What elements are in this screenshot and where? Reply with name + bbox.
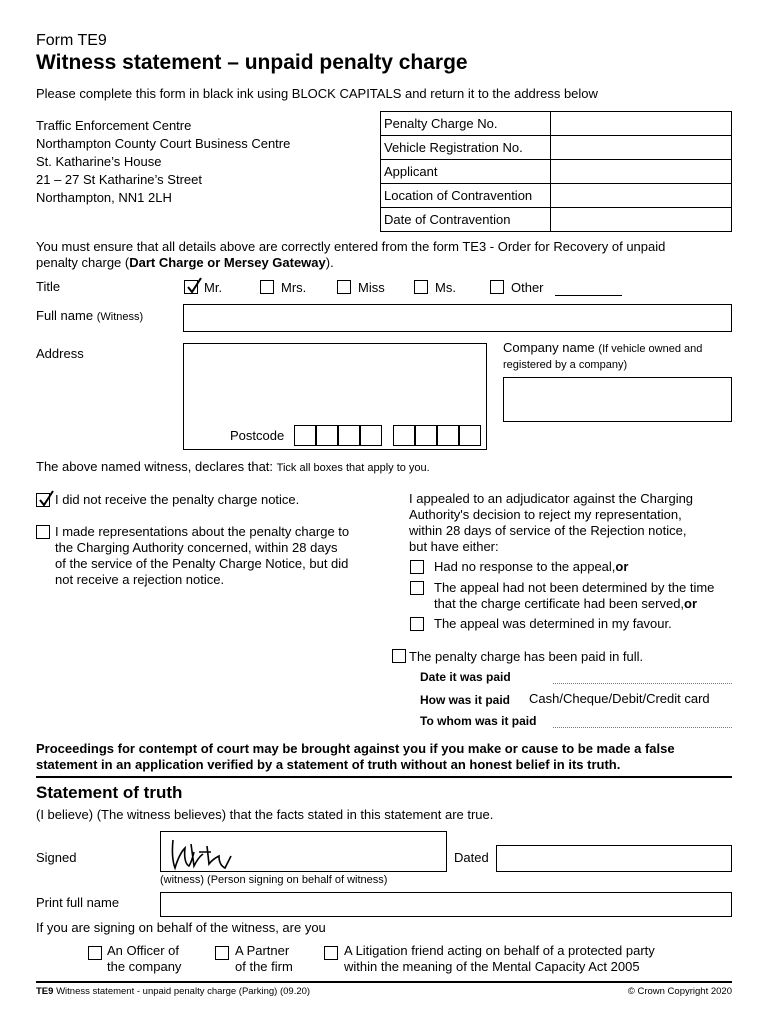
representations-text: I made representations about the penalty charge to the Charging Authority concerned, within 28 days of the service of the Penalty Charge Notice, but did not receive a rejection notice. — [55, 524, 350, 587]
signed-caption: (witness) (Person signing on behalf of witness) — [160, 874, 388, 886]
checkmark-icon — [186, 277, 202, 295]
address-line: Traffic Enforcement Centre — [36, 118, 192, 133]
postcode-cell[interactable] — [393, 425, 415, 446]
instructions: Please complete this form in black ink using BLOCK CAPITALS and return it to the address below — [36, 86, 598, 101]
officer-label: An Officer of the company — [107, 943, 182, 974]
paid-how-value: Cash/Cheque/Debit/Credit card — [529, 691, 710, 706]
company-label: Company name (If vehicle owned and registered by a company) — [503, 340, 703, 371]
vehicle-registration-field[interactable] — [551, 136, 732, 160]
paid-whom-line — [553, 727, 732, 728]
title-mr-label: Mr. — [204, 280, 223, 295]
postcode-cell[interactable] — [294, 425, 316, 446]
dated-label: Dated — [454, 850, 489, 865]
postcode-cell[interactable] — [437, 425, 459, 446]
appealed-text: I appealed to an adjudicator against the Charging Authority's decision to reject my representation, within 28 days of service of the Rejection notice, but have either: — [409, 491, 694, 554]
address-line: 21 – 27 St Katharine’s Street — [36, 172, 202, 187]
no-response-text: Had no response to the appeal,or — [434, 559, 629, 574]
title-other-field[interactable] — [555, 279, 622, 296]
representations-checkbox[interactable] — [36, 525, 50, 539]
form-code: Form TE9 — [36, 32, 107, 49]
checkmark-icon — [38, 490, 54, 508]
date-contravention-label: Date of Contravention — [381, 208, 551, 232]
title-other-checkbox[interactable] — [490, 280, 504, 294]
penalty-charge-no-label: Penalty Charge No. — [381, 112, 551, 136]
partner-label: A Partner of the firm — [235, 943, 293, 974]
location-label: Location of Contravention — [381, 184, 551, 208]
declares-text: The above named witness, declares that: Tick all boxes that apply to you. — [36, 459, 430, 474]
return-address — [36, 117, 290, 207]
charge-scheme: Dart Charge or Mersey Gateway — [129, 255, 326, 270]
title-label: Title — [36, 279, 61, 294]
reference-table — [380, 111, 732, 232]
behalf-question: If you are signing on behalf of the witness, are you — [36, 920, 326, 935]
print-name-field[interactable] — [160, 892, 732, 917]
title-mrs-label: Mrs. — [281, 280, 307, 295]
signed-label: Signed — [36, 850, 77, 865]
title-miss-label: Miss — [358, 280, 385, 295]
litigation-friend-label: A Litigation friend acting on behalf of a protected party within the meaning of the Mental Capacity Act 2005 — [344, 943, 655, 974]
no-response-checkbox[interactable] — [410, 560, 424, 574]
footer-copyright: © Crown Copyright 2020 — [627, 986, 732, 997]
paid-date-line — [553, 683, 732, 684]
postcode-label: Postcode — [230, 428, 285, 443]
full-name-label: Full name (Witness) — [36, 308, 144, 323]
vehicle-registration-label: Vehicle Registration No. — [381, 136, 551, 160]
postcode-cell[interactable] — [360, 425, 382, 446]
full-name-field[interactable] — [183, 304, 732, 332]
applicant-label: Applicant — [381, 160, 551, 184]
not-determined-text: The appeal had not been determined by the time that the charge certificate had been served,or — [434, 580, 715, 611]
statement-heading: Statement of truth — [36, 783, 183, 802]
footer-divider — [36, 981, 732, 983]
ensure-note-line: penalty charge (Dart Charge or Mersey Gateway). — [36, 255, 334, 270]
dated-field[interactable] — [496, 845, 732, 872]
paid-how-label: How was it paid — [420, 693, 511, 707]
company-field[interactable] — [503, 377, 732, 422]
table-row — [381, 160, 732, 184]
date-contravention-field[interactable] — [551, 208, 732, 232]
table-row — [381, 136, 732, 160]
paid-checkbox[interactable] — [392, 649, 406, 663]
not-received-text: I did not receive the penalty charge notice. — [55, 492, 300, 507]
ensure-note — [36, 239, 736, 271]
paid-text: The penalty charge has been paid in full. — [409, 649, 644, 664]
table-row — [381, 208, 732, 232]
address-label: Address — [36, 346, 84, 361]
address-line: Northampton, NN1 2LH — [36, 190, 172, 205]
title-mr-checkbox[interactable] — [184, 280, 198, 294]
title-ms-checkbox[interactable] — [414, 280, 428, 294]
contempt-warning: Proceedings for contempt of court may be brought against you if you make or cause to be made a false statement in an application verified by a statement of truth without an honest belief in its truth. — [36, 741, 675, 772]
title-mrs-checkbox[interactable] — [260, 280, 274, 294]
in-favour-checkbox[interactable] — [410, 617, 424, 631]
title-other-label: Other — [511, 280, 544, 295]
print-name-label: Print full name — [36, 895, 120, 910]
signature-icon — [167, 834, 267, 872]
table-row — [381, 184, 732, 208]
in-favour-text: The appeal was determined in my favour. — [434, 616, 672, 631]
divider — [36, 776, 732, 778]
not-received-checkbox[interactable] — [36, 493, 50, 507]
ensure-note-line: You must ensure that all details above are correctly entered from the form TE3 - Order for Recovery of unpaid — [36, 239, 666, 254]
title-ms-label: Ms. — [435, 280, 456, 295]
postcode-cell[interactable] — [316, 425, 338, 446]
paid-date-label: Date it was paid — [420, 670, 511, 684]
officer-checkbox[interactable] — [88, 946, 102, 960]
address-line: Northampton County Court Business Centre — [36, 136, 291, 151]
postcode-cell[interactable] — [338, 425, 360, 446]
page-title: Witness statement – unpaid penalty charge — [36, 51, 468, 74]
signature-field[interactable] — [160, 831, 447, 872]
believe-text: (I believe) (The witness believes) that the facts stated in this statement are true. — [36, 807, 494, 822]
penalty-charge-no-field[interactable] — [551, 112, 732, 136]
postcode-cell[interactable] — [415, 425, 437, 446]
postcode-cell[interactable] — [459, 425, 481, 446]
footer-code: TE9 Witness statement - unpaid penalty charge (Parking) (09.20) — [36, 986, 311, 997]
not-determined-checkbox[interactable] — [410, 581, 424, 595]
partner-checkbox[interactable] — [215, 946, 229, 960]
address-line: St. Katharine’s House — [36, 154, 162, 169]
title-miss-checkbox[interactable] — [337, 280, 351, 294]
location-field[interactable] — [551, 184, 732, 208]
applicant-field[interactable] — [551, 160, 732, 184]
table-row — [381, 112, 732, 136]
paid-whom-label: To whom was it paid — [420, 714, 537, 728]
litigation-friend-checkbox[interactable] — [324, 946, 338, 960]
